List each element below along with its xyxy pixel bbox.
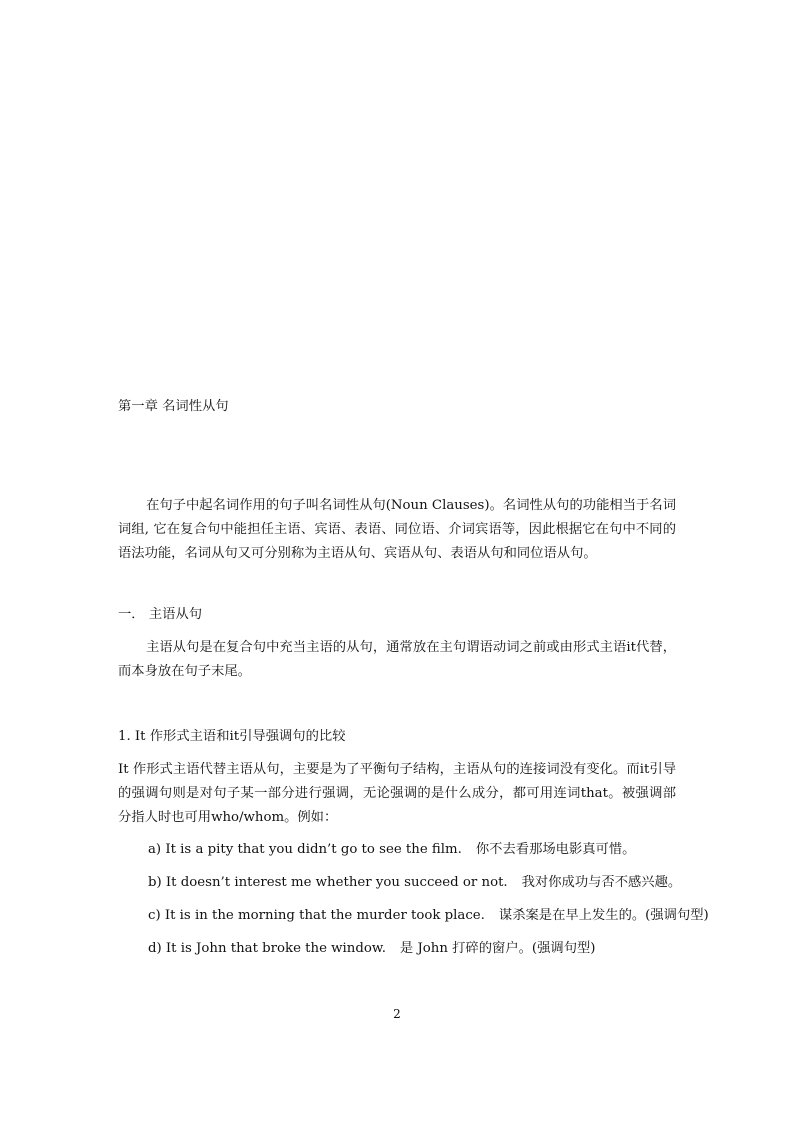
- example-item: [148, 940, 595, 958]
- example-english: d) It is John that broke the window.: [148, 941, 386, 956]
- section-paragraph-subject-clause: 主语从句是在复合句中充当主语的从句，通常放在主句谓语动词之前或由形式主语it代替，而本身放在句子末尾。: [118, 640, 676, 679]
- example-chinese: 我对你成功与否不感兴趣。: [521, 875, 682, 890]
- chapter-title: 第一章 名词性从句: [118, 399, 229, 414]
- subsection-paragraph-it-comparison: It 作形式主语代替主语从句，主要是为了平衡句子结构，主语从句的连接词没有变化。而it引导的强调句则是对句子某一部分进行强调，无论强调的是什么成分，都可用连词that。被强调部分指人时也可用who/whom。例如：: [118, 762, 676, 825]
- example-english: b) It doesn’t interest me whether you succeed or not.: [148, 875, 508, 890]
- example-english: a) It is a pity that you didn’t go to see the film.: [148, 842, 462, 857]
- page-number: 2: [393, 1007, 401, 1021]
- example-chinese: 你不去看那场电影真可惜。: [475, 842, 636, 857]
- example-chinese: 谋杀案是在早上发生的。(强调句型): [498, 908, 709, 923]
- example-english: c) It is in the morning that the murder took place.: [148, 908, 485, 923]
- subsection-heading-it-comparison: 1. It 作形式主语和it引导强调句的比较: [118, 729, 346, 744]
- example-item: [148, 841, 635, 859]
- example-item: [148, 874, 681, 892]
- example-item: [148, 907, 709, 925]
- example-chinese: 是 John 打碎的窗户。(强调句型): [399, 941, 596, 956]
- section-heading-subject-clause: 一． 主语从句: [118, 607, 203, 622]
- intro-paragraph: 在句子中起名词作用的句子叫名词性从句(Noun Clauses)。名词性从句的功能相当于名词词组, 它在复合句中能担任主语、宾语、表语、同位语、介词宾语等，因此根据它在句中不同的语法功能，名词从句又可分别称为主语从句、宾语从句、表语从句和同位语从句。: [118, 498, 676, 561]
